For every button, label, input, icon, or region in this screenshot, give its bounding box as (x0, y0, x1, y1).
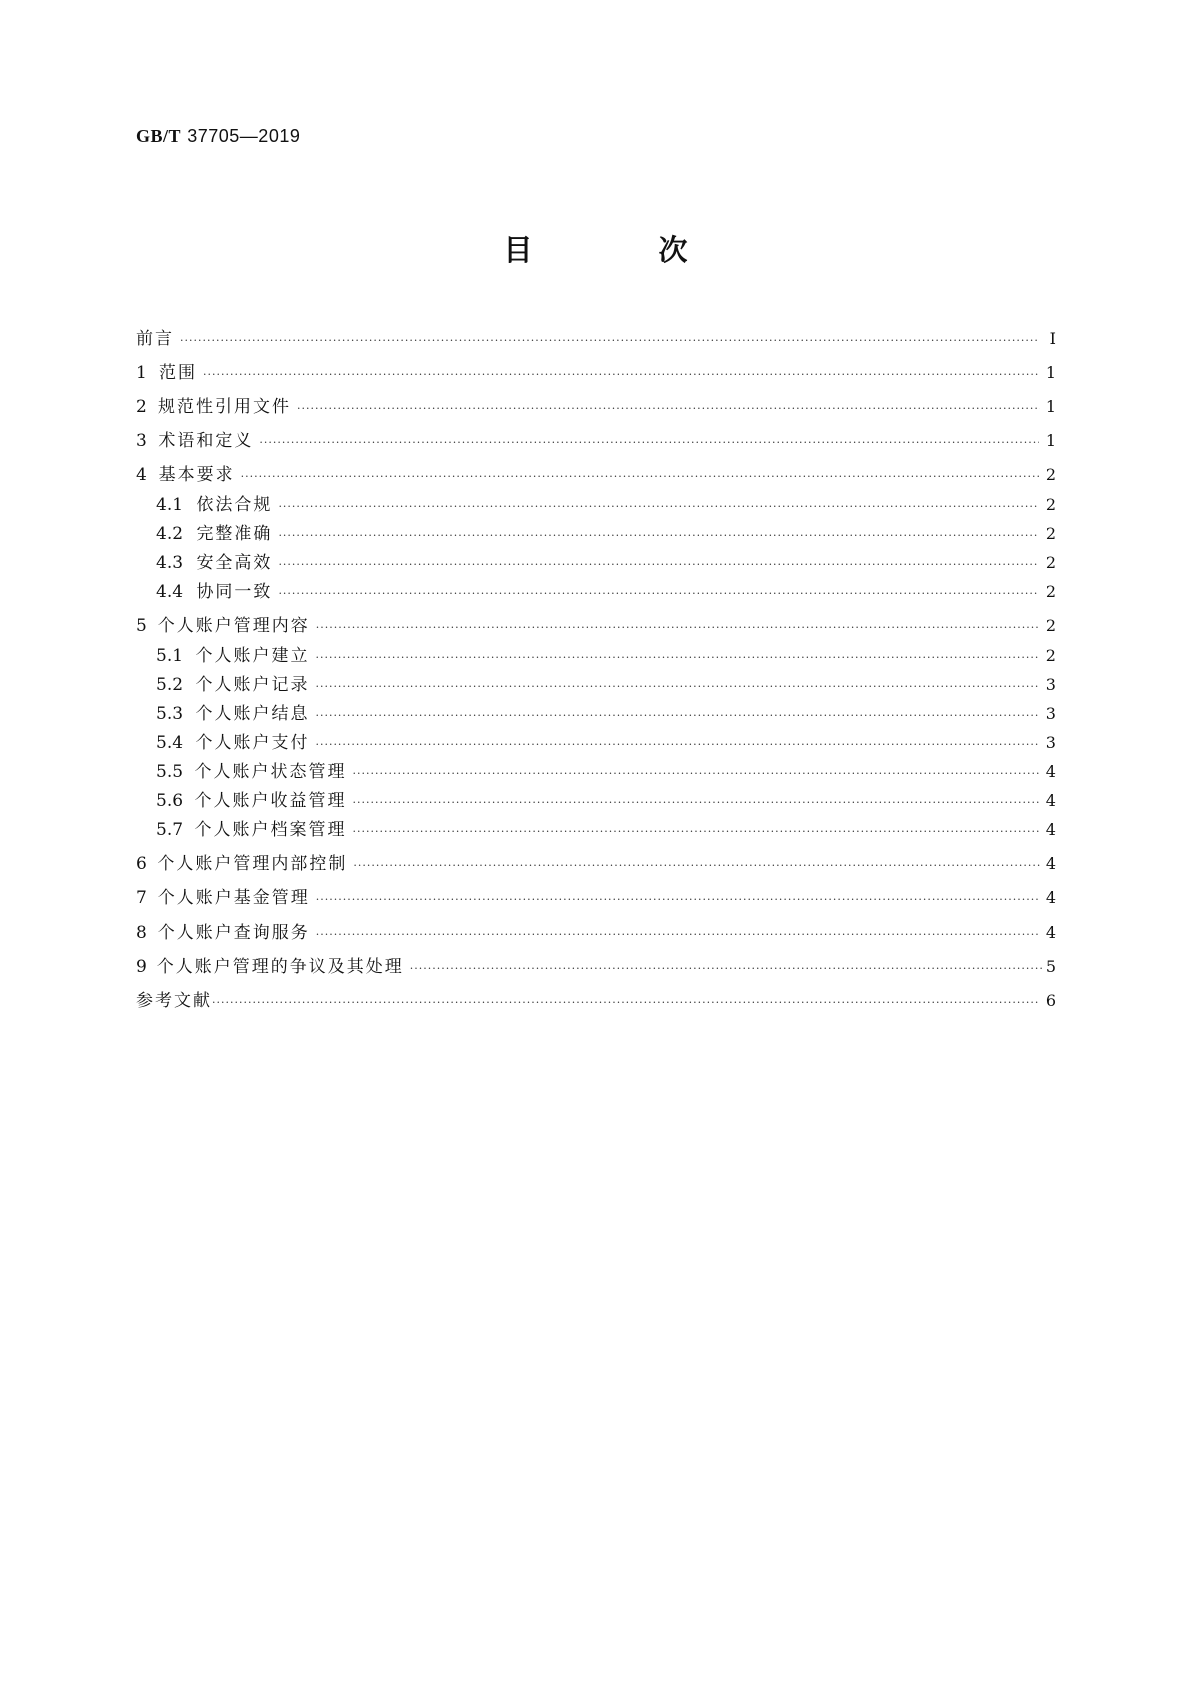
toc-entry-number: 8 (136, 923, 147, 943)
toc-entry[interactable] (136, 462, 1056, 488)
standard-number: 37705—2019 (187, 126, 301, 146)
toc-entry-label: 安全高效 (196, 553, 273, 573)
toc-entry-page-number: 2 (1045, 465, 1056, 484)
toc-entry[interactable] (156, 672, 1056, 698)
toc-entry-number: 5.2 (156, 675, 184, 695)
toc-entry[interactable] (156, 701, 1056, 727)
toc-entry[interactable] (156, 521, 1056, 547)
toc-entry-number: 5.4 (156, 733, 184, 753)
toc-dot-leader (316, 613, 1040, 639)
toc-dot-leader (203, 360, 1038, 386)
toc-dot-leader (278, 550, 1039, 576)
toc-entry-page-number: 2 (1045, 646, 1056, 665)
toc-dot-leader (315, 701, 1040, 727)
toc-dot-leader (315, 643, 1040, 669)
toc-entry-label: 个人账户结息 (195, 704, 310, 724)
toc-entry[interactable] (136, 394, 1056, 420)
toc-entry-label: 个人账户档案管理 (194, 820, 347, 840)
toc-entry-page-number: 1 (1045, 397, 1056, 416)
toc-entry-page-number: 2 (1045, 582, 1057, 601)
toc-entry[interactable] (136, 988, 1056, 1014)
toc-entry-label: 规范性引用文件 (157, 397, 291, 417)
toc-entry-number: 4.1 (156, 495, 184, 515)
toc-entry-page-number: 4 (1045, 854, 1056, 873)
toc-entry-label: 个人账户查询服务 (157, 923, 310, 943)
toc-dot-leader (410, 954, 1042, 980)
toc-entry[interactable] (136, 360, 1056, 386)
toc-entry-number: 4 (136, 465, 147, 485)
toc-entry[interactable] (136, 920, 1056, 946)
toc-entry-page-number: 3 (1045, 704, 1056, 723)
toc-entry-number: 5 (136, 616, 147, 636)
toc-entry[interactable] (136, 326, 1056, 352)
toc-entry[interactable] (136, 954, 1056, 980)
toc-entry-number: 5.3 (156, 704, 184, 724)
toc-entry-label: 范围 (158, 363, 197, 383)
toc-entry-page-number: 4 (1045, 791, 1056, 810)
toc-entry-label: 个人账户收益管理 (194, 791, 347, 811)
standard-number-header (136, 126, 300, 147)
toc-dot-leader (278, 579, 1039, 605)
toc-dot-leader (259, 428, 1039, 454)
toc-dot-leader (316, 885, 1040, 911)
toc-entry[interactable] (156, 492, 1056, 518)
toc-entry-page-number: 2 (1045, 524, 1057, 543)
toc-entry-number: 2 (136, 397, 147, 417)
toc-entry-number: 7 (136, 888, 147, 908)
toc-dot-leader (297, 394, 1040, 420)
toc-entry-page-number: 6 (1045, 991, 1056, 1010)
toc-dot-leader (352, 817, 1040, 843)
toc-entry[interactable] (156, 730, 1056, 756)
toc-dot-leader (278, 521, 1039, 547)
toc-entry-label: 基本要求 (158, 465, 235, 485)
toc-entry-label: 个人账户管理内部控制 (157, 854, 348, 874)
toc-entry-page-number: 2 (1045, 616, 1056, 635)
toc-dot-leader (352, 759, 1040, 785)
toc-entry-page-number: 5 (1045, 957, 1056, 976)
toc-entry-label: 依法合规 (196, 495, 273, 515)
toc-entry-number: 5.7 (156, 820, 184, 840)
toc-entry[interactable] (156, 643, 1056, 669)
toc-entry[interactable] (136, 613, 1056, 639)
toc-entry-number: 6 (136, 854, 147, 874)
toc-entry-page-number: 4 (1045, 888, 1056, 907)
toc-entry[interactable] (136, 851, 1056, 877)
standard-prefix: GB/T (136, 126, 182, 146)
toc-entry-page-number: 4 (1045, 762, 1056, 781)
toc-entry-page-number: 4 (1045, 923, 1056, 942)
toc-entry-label: 前言 (136, 329, 174, 349)
toc-entry[interactable] (156, 788, 1056, 814)
toc-entry-label: 个人账户管理的争议及其处理 (156, 957, 404, 977)
toc-entry[interactable] (136, 885, 1056, 911)
toc-entry-label: 协同一致 (196, 582, 273, 602)
toc-dot-leader (315, 672, 1040, 698)
toc-entry-label: 个人账户记录 (195, 675, 310, 695)
toc-entry-page-number: 4 (1045, 820, 1056, 839)
toc-entry-page-number: 1 (1045, 431, 1056, 450)
toc-entry-label: 参考文献 (136, 991, 212, 1011)
toc-entry-label: 术语和定义 (158, 431, 254, 451)
toc-entry[interactable] (136, 428, 1056, 454)
toc-entry-number: 4.3 (156, 553, 184, 573)
toc-dot-leader (278, 492, 1039, 518)
toc-entry[interactable] (156, 759, 1056, 785)
toc-entry-number: 1 (136, 363, 147, 383)
toc-entry-page-number: 3 (1045, 675, 1056, 694)
toc-entry-label: 个人账户支付 (195, 733, 310, 753)
toc-entry-label: 个人账户基金管理 (157, 888, 310, 908)
toc-entry-number: 3 (136, 431, 147, 451)
toc-dot-leader (241, 462, 1039, 488)
toc-entry-page-number: 2 (1045, 495, 1057, 514)
toc-entry-label: 完整准确 (196, 524, 273, 544)
toc-entry-number: 5.5 (156, 762, 184, 782)
toc-entry-label: 个人账户管理内容 (157, 616, 310, 636)
toc-entry[interactable] (156, 817, 1056, 843)
toc-entry-label: 个人账户建立 (195, 646, 310, 666)
toc-entry-label: 个人账户状态管理 (194, 762, 347, 782)
toc-entry-number: 5.6 (156, 791, 184, 811)
toc-entry-number: 4.2 (156, 524, 184, 544)
toc-entry[interactable] (156, 550, 1056, 576)
toc-dot-leader (315, 730, 1040, 756)
toc-dot-leader (316, 920, 1040, 946)
toc-entry-number: 9 (136, 957, 147, 977)
toc-dot-leader (212, 988, 1038, 1014)
toc-dot-leader (180, 326, 1037, 352)
toc-entry-number: 5.1 (156, 646, 184, 666)
page-title: 目 次 (503, 233, 746, 267)
toc-entry-page-number: Ⅰ (1049, 329, 1056, 348)
toc-entry-page-number: 1 (1045, 363, 1056, 382)
toc-dot-leader (352, 788, 1040, 814)
toc-entry-page-number: 3 (1045, 733, 1056, 752)
toc-dot-leader (353, 851, 1041, 877)
toc-entry-page-number: 2 (1045, 553, 1057, 572)
toc-entry-number: 4.4 (156, 582, 184, 602)
toc-entry[interactable] (156, 579, 1056, 605)
